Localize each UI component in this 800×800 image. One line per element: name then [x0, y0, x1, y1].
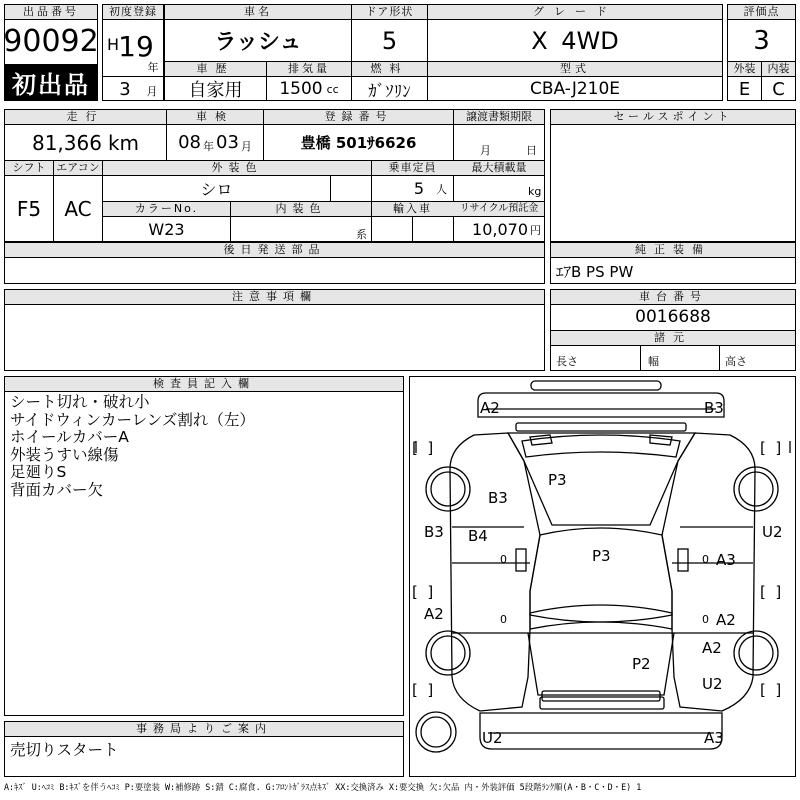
capacity	[372, 176, 453, 201]
roof	[530, 528, 672, 622]
history-label: 車歴	[196, 62, 235, 75]
spare-wheel	[416, 712, 456, 752]
office-label: 事務局よりご案内	[5, 722, 403, 736]
chassis-number: 0016688	[635, 307, 711, 327]
mark-left-rear: A2	[424, 605, 444, 623]
inspection-year-unit: 年	[203, 139, 214, 153]
dimensions-label: 諸元	[551, 331, 795, 345]
mark-front-left: A2	[480, 399, 500, 417]
transfer-month-unit: 月	[480, 144, 491, 157]
length-label: 長さ	[556, 355, 578, 368]
ext-color: シロ	[200, 180, 233, 199]
grade-label: グレード	[533, 5, 617, 18]
mileage	[5, 125, 166, 160]
mirror-mark: 0	[702, 613, 709, 626]
mark-left-fender: B3	[424, 523, 444, 541]
front-bumper-bar	[531, 381, 661, 390]
inspection-date	[167, 125, 263, 160]
int-color-label: 内装色	[275, 202, 327, 215]
import-label: 輸入車	[393, 202, 432, 215]
front-bumper	[478, 393, 724, 417]
model-label: 型式	[560, 62, 590, 75]
score-label: 評価点	[728, 5, 795, 19]
color-no-label: カラーNo.	[134, 202, 199, 215]
displacement-unit: cc	[326, 82, 339, 96]
month-unit: 月	[146, 85, 158, 98]
width-label: 幅	[648, 355, 659, 368]
recycle-fee	[454, 217, 544, 242]
registration-label: 登録番号	[324, 110, 393, 123]
inspector-line: 外装うすい線傷	[10, 445, 119, 464]
mirror-mark: 0	[702, 553, 709, 566]
mark-rear-left: U2	[482, 729, 503, 747]
max-load-unit: kg	[528, 185, 542, 198]
exterior-label: 外装	[733, 62, 756, 75]
ext-color-label: 外装色	[211, 161, 263, 174]
transfer-day-unit: 日	[526, 144, 537, 157]
bracket-left-front: [ ]	[412, 439, 434, 457]
ac: AC	[64, 197, 92, 221]
fuel: ｶﾞｿﾘﾝ	[368, 81, 411, 102]
mark-rear-glass: P2	[632, 655, 651, 673]
mirror-mark: 0	[500, 553, 507, 566]
equipment-label: 純正装備	[551, 243, 795, 257]
color-no: W23	[148, 220, 185, 239]
mark-rear-right: A3	[704, 729, 724, 747]
ac-label: エアコン	[56, 161, 100, 174]
transfer-label: 譲渡書類期限	[466, 110, 532, 123]
first-listing-badge: 初出品	[5, 64, 97, 100]
reg-year: 19	[118, 29, 154, 63]
inspector-line: 足廻りS	[10, 463, 67, 482]
shift-label: シフト	[12, 161, 46, 174]
shift: F5	[16, 197, 42, 221]
wheel-front-left	[426, 467, 470, 511]
grade: X 4WD	[531, 26, 619, 55]
era: H	[106, 34, 120, 54]
year-unit: 年	[147, 61, 159, 74]
reg-month: 3	[119, 78, 131, 100]
notes-label: 注意事項欄	[5, 290, 544, 304]
inspector-line: サイドウィンカーレンズ割れ（左）	[10, 410, 255, 429]
mileage-label: 走行	[66, 110, 105, 123]
mark-front-right: B3	[704, 399, 724, 417]
score: 3	[753, 25, 770, 56]
mark-left-front-door: B4	[468, 527, 488, 545]
door-label: ドア形状	[365, 5, 414, 18]
rear-glass	[530, 605, 672, 629]
wheel-rear-right	[734, 631, 778, 675]
wheel-rear-left	[426, 631, 470, 675]
chassis-label: 車台番号	[551, 290, 795, 304]
mirror-right	[678, 549, 688, 571]
inspector-line: 背面カバー欠	[10, 480, 104, 499]
tailgate	[528, 633, 674, 695]
later-parts-label: 後日発送部品	[5, 243, 544, 257]
lot-label: 出品番号	[5, 5, 97, 19]
doors: 5	[381, 26, 398, 55]
capacity-unit: 人	[436, 182, 447, 196]
model-code: CBA-J210E	[529, 79, 621, 99]
wheel-front-right	[734, 467, 778, 511]
mirror-mark: 0	[500, 613, 507, 626]
mirror-left	[516, 549, 526, 571]
lot-number: 90092	[3, 23, 99, 59]
mark-right-front-door: A3	[716, 551, 736, 569]
mileage-value: 81,366	[31, 130, 102, 155]
displacement-value: 1500	[279, 79, 323, 99]
capacity-label: 乗車定員	[388, 161, 437, 174]
interior-label: 内装	[767, 62, 790, 75]
mark-right-quarter: A2	[702, 639, 722, 657]
windshield	[522, 435, 680, 457]
inspector-notes	[10, 394, 255, 500]
inspector-line: シート切れ・破れ小	[10, 393, 150, 411]
recycle-label: リサイクル預託金	[459, 203, 539, 214]
office-message: 売切りスタート	[10, 741, 119, 759]
mark-roof: P3	[592, 547, 611, 565]
bracket-left-mid: [ ]	[412, 583, 434, 601]
registration: 豊橋 501ｻ6626	[300, 134, 417, 152]
fuel-label: 燃料	[370, 62, 409, 75]
inspection-month-unit: 月	[240, 139, 252, 153]
sales-points-label: セールスポイント	[551, 110, 795, 124]
interior-grade: C	[772, 78, 785, 100]
int-color-unit: 系	[356, 228, 367, 241]
mark-right-rear-door: A2	[716, 611, 736, 629]
bracket-right-front: [ ]	[760, 439, 782, 457]
car-outline	[410, 377, 795, 776]
car-name: ラッシュ	[214, 30, 302, 55]
inspector-line: ホイールカバーA	[10, 428, 129, 447]
inspector-label: 検査員記入欄	[5, 377, 403, 391]
inspection-label: 車検	[196, 110, 234, 123]
sales-points-block	[550, 109, 796, 242]
capacity-value: 5	[413, 179, 424, 198]
mark-hood-center: P3	[548, 471, 567, 489]
displacement	[267, 77, 351, 101]
legend: A:ｷｽﾞ U:ﾍｺﾐ B:ｷｽﾞを伴うﾍｺﾐ P:要塗装 W:補修跡 S:錆 C:腐食. G:ﾌﾛﾝﾄｶﾞﾗｽ点ｷｽﾞ XX:交換済み X:要交換 欠:欠品 内・外装評価 5段階ﾗﾝｸ順(A・B・C・D・E) 1	[4, 782, 642, 792]
mark-right-fender: U2	[762, 523, 783, 541]
recycle-value: 10,070	[472, 220, 528, 239]
max-load-label: 最大積載量	[471, 161, 527, 174]
equipment-value: ｴｱB PS PW	[556, 263, 634, 281]
inspection-month: 03	[216, 132, 239, 153]
inspection-year: 08	[178, 132, 201, 153]
car-diagram	[409, 376, 796, 777]
bracket-right-rear: [ ]	[760, 681, 782, 699]
height-label: 高さ	[725, 355, 747, 368]
displacement-label: 排気量	[288, 62, 330, 75]
mileage-unit: km	[107, 130, 140, 155]
first-reg-label: 初度登録	[103, 5, 163, 19]
exterior-grade: E	[738, 78, 751, 100]
bracket-right-mid: [ ]	[760, 583, 782, 601]
mark-hood-left: B3	[488, 489, 508, 507]
name-label: 車名	[244, 5, 272, 18]
bracket-left-rear: [ ]	[412, 681, 434, 699]
recycle-unit: 円	[530, 223, 541, 237]
mark-right-rear-wheel: U2	[702, 675, 723, 693]
rear-bumper	[480, 713, 722, 749]
history: 自家用	[188, 80, 243, 101]
